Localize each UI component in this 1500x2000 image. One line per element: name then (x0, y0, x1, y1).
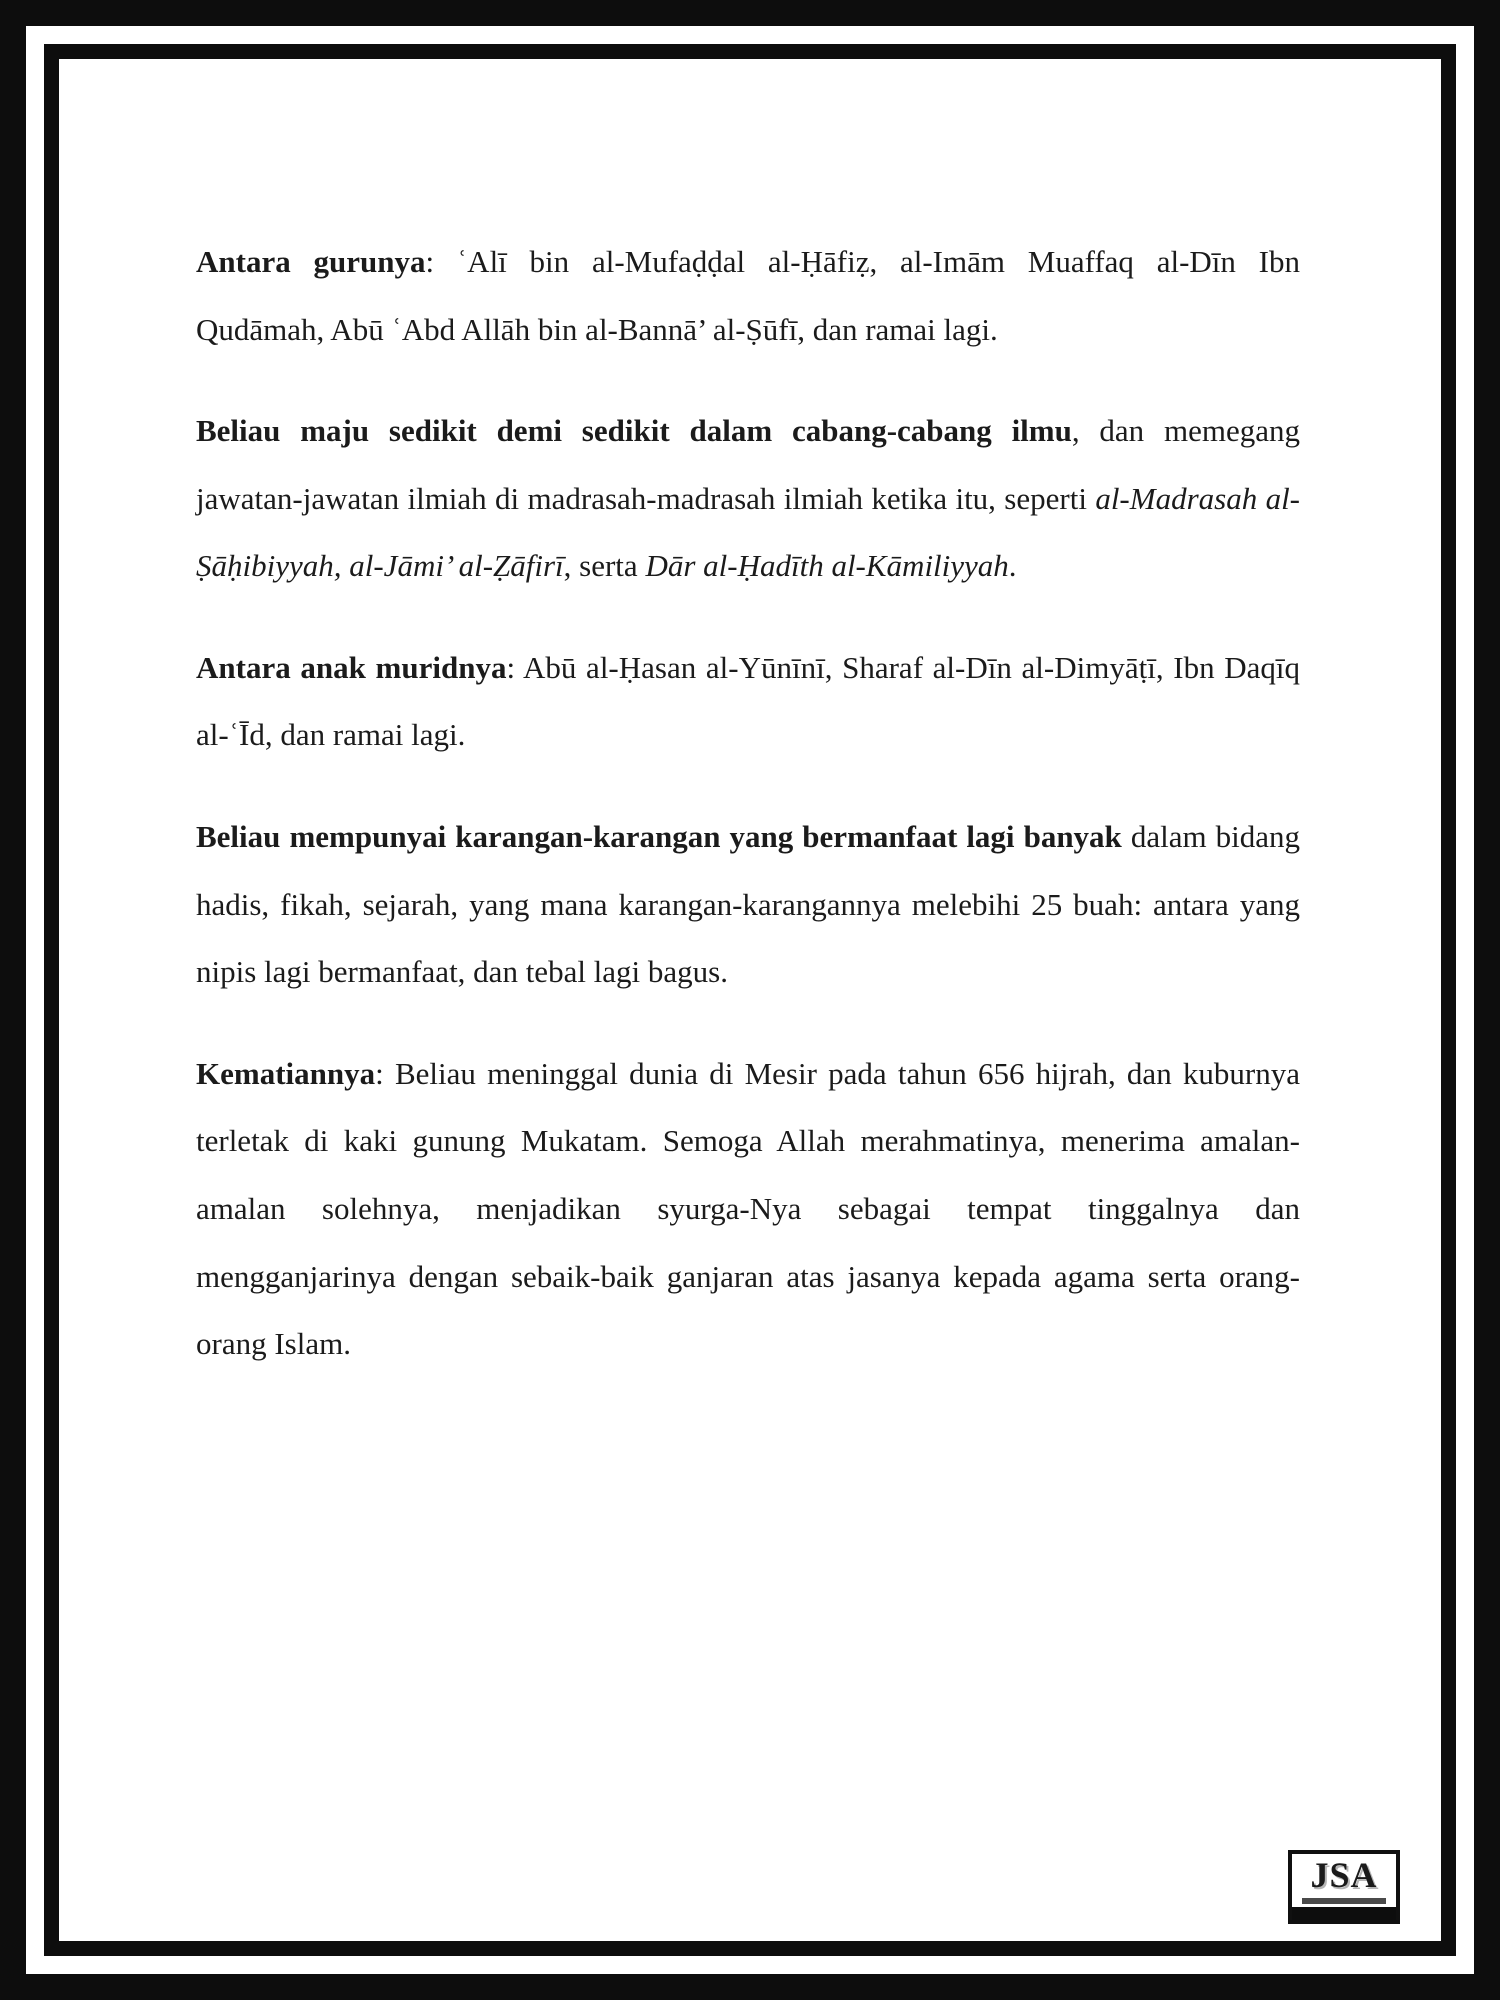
text-run: al-Madrasah al-Ṣāḥibiyyah, al-Jāmi’ al-Ẓāfirī (196, 480, 1301, 584)
body-text (196, 228, 1300, 1412)
text-run: , dan memegang jawatan-jawatan ilmiah di madrasah-madrasah ilmiah ketika itu, seperti (196, 413, 1300, 516)
text-run: Antara gurunya (196, 244, 426, 279)
paragraph (196, 1040, 1300, 1378)
paragraph (196, 397, 1300, 600)
text-run: : Beliau meninggal dunia di Mesir pada tahun 656 hijrah, dan kuburnya terletak di kaki gunung Mukatam. Semoga Allah merahmatinya, menerima amalan-amalan solehnya, menjadikan syurga-Nya sebagai tempat tinggalnya dan mengganjarinya dengan sebaik-baik ganjaran atas jasanya kepada agama serta orang-orang Islam. (196, 1055, 1300, 1362)
text-run: Dār al-Ḥadīth al-Kāmiliyyah (645, 548, 1009, 584)
paragraph (196, 228, 1300, 363)
paragraph (196, 634, 1300, 769)
jsa-logo-subtext-line (1302, 1898, 1386, 1904)
text-run: dalam bidang hadis, fikah, sejarah, yang mana karangan-karangannya melebihi 25 buah: antara yang nipis lagi bermanfaat, dan tebal lagi bagus. (196, 819, 1300, 990)
text-run: Antara anak muridnya (196, 649, 507, 685)
text-run: Beliau mempunyai karangan-karangan yang bermanfaat lagi banyak (196, 819, 1122, 855)
text-run: : Abū al-Ḥasan al-Yūnīnī, Sharaf al-Dīn al-Dimyāṭī, Ibn Daqīq al-ʿĪd, dan ramai lagi. (196, 649, 1300, 753)
text-run: . (1008, 548, 1017, 584)
text-run: : ʿAlī bin al-Mufaḍḍal al-Ḥāfiẓ, al-Imām Muaffaq al-Dīn Ibn Qudāmah, Abū ʿAbd Allāh bin al-Bannā’ al-Ṣūfī, dan ramai lagi. (196, 244, 1300, 347)
text-run: Beliau maju sedikit demi sedikit dalam cabang-cabang ilmu (196, 413, 1072, 449)
text-run: Kematiannya (196, 1055, 376, 1091)
paragraph (196, 803, 1300, 1006)
jsa-logo-bottom-bar (1292, 1907, 1396, 1920)
jsa-logo (1288, 1850, 1400, 1924)
jsa-logo-text: JSA (1310, 1855, 1378, 1896)
text-run: , serta (563, 548, 646, 584)
